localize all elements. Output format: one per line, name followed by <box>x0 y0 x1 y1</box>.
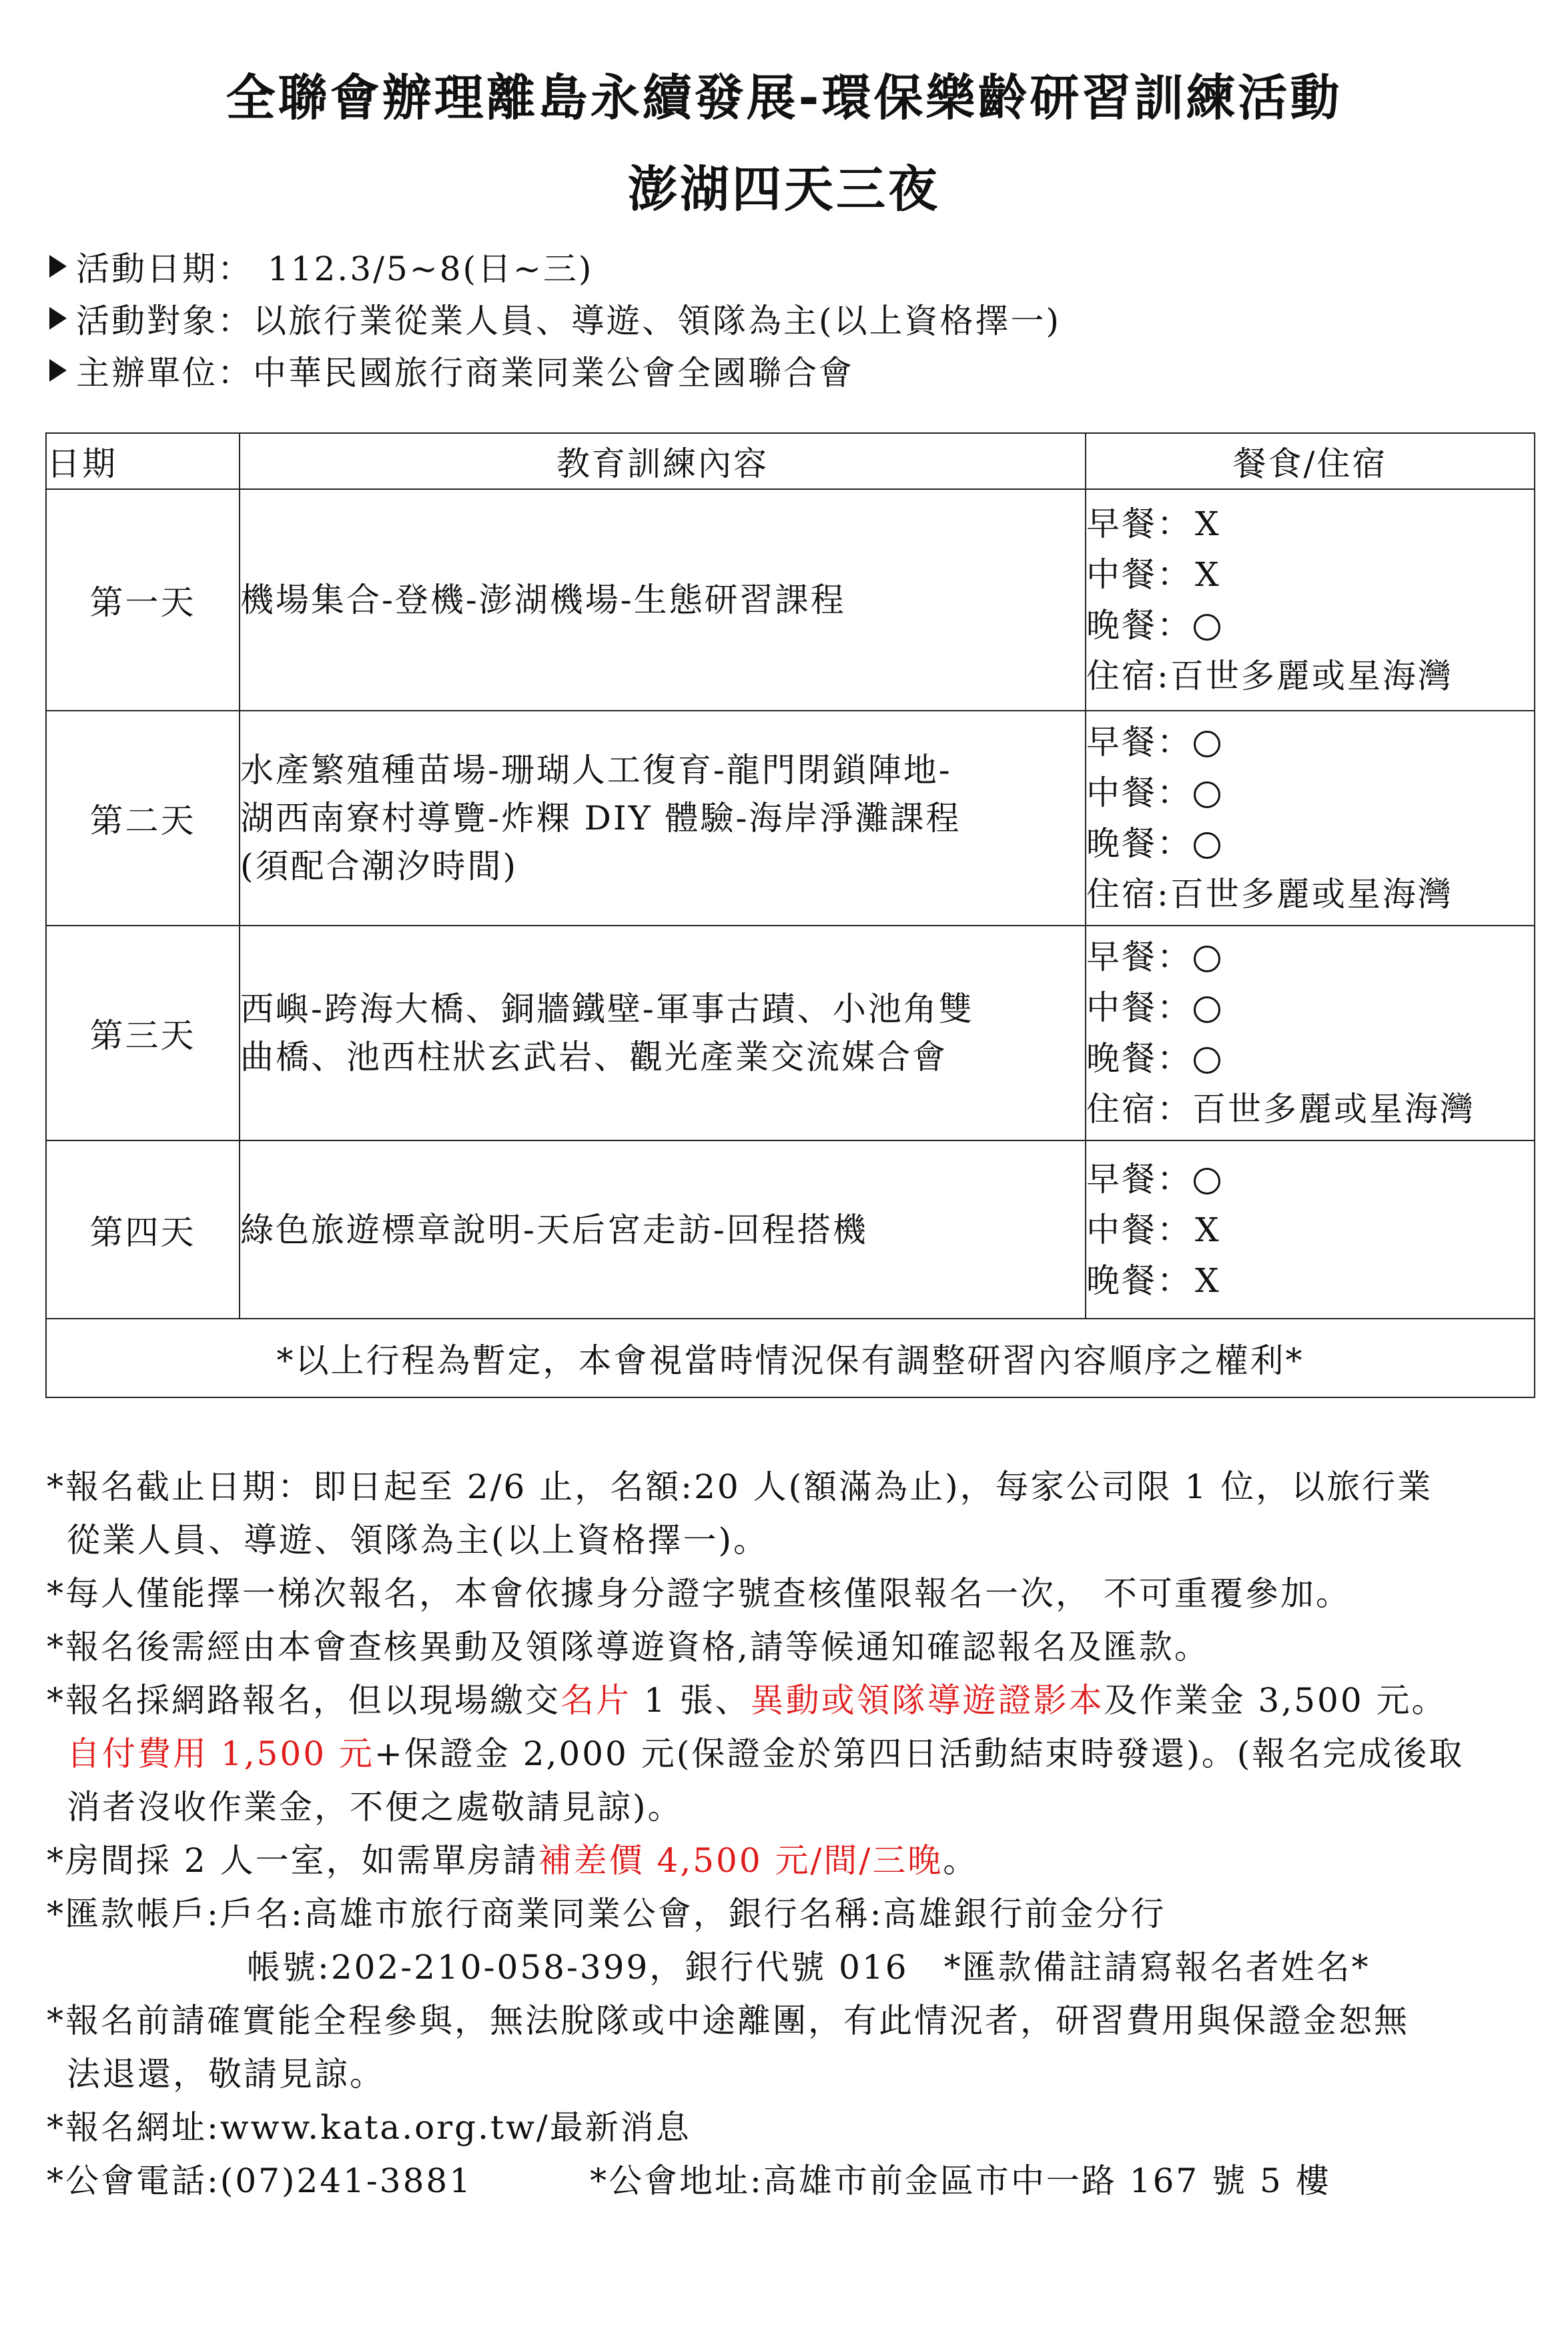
note-one-batch: *每人僅能擇一梯次報名，本會依據身分證字號查核僅限報名一次， 不可重覆參加。 <box>47 1574 1351 1613</box>
dinner-line <box>1086 600 1534 651</box>
content-line: 曲橋、池西柱狀玄武岩、觀光產業交流媒合會 <box>240 1038 947 1076</box>
day-cell: 第四天 <box>46 1140 240 1319</box>
note-highlight: 名片 <box>560 1681 631 1720</box>
meal-mark: X <box>1195 555 1221 594</box>
note-highlight: 補差價 4,500 元/間/三晚 <box>538 1841 943 1880</box>
info-date <box>47 240 1515 292</box>
arrow-bullet-icon <box>49 359 67 382</box>
lodging-line: 住宿：百世多麗或星海灣 <box>1086 1090 1475 1128</box>
table-row <box>46 1140 1535 1319</box>
day-cell: 第三天 <box>46 926 240 1140</box>
table-row <box>46 489 1535 711</box>
note-text: +保證金 2,000 元(保證金於第四日活動結束時發還)。(報名完成後取 <box>374 1734 1465 1773</box>
note-contact <box>47 2154 1541 2208</box>
note-full-participation: *報名前請確實能全程參與，無法脫隊或中途離團，有此情況者，研習費用與保證金恕無 <box>47 2001 1409 2040</box>
meal-label: 晚餐： <box>1086 824 1192 863</box>
meal-mark: X <box>1195 505 1221 543</box>
arrow-bullet-icon <box>49 307 67 330</box>
header-date: 日期 <box>46 433 240 489</box>
content-line: 西嶼-跨海大橋、銅牆鐵壁-軍事古蹟、小池角雙 <box>240 990 974 1028</box>
info-label: 活動日期： <box>76 250 253 288</box>
breakfast-line <box>1086 1154 1534 1205</box>
lodging-line: 住宿:百世多麗或星海灣 <box>1086 657 1453 695</box>
meal-label: 中餐： <box>1086 1210 1192 1249</box>
note-highlight: 異動或領隊導遊證影本 <box>750 1681 1104 1720</box>
note-text: 1 張、 <box>631 1681 751 1720</box>
circle-mark-icon <box>1194 731 1220 757</box>
dinner-line <box>1086 818 1534 869</box>
note-bank-account: *匯款帳戶:戶名:高雄市旅行商業同業公會，銀行名稱:高雄銀行前金分行 <box>47 1895 1166 1933</box>
lunch-line <box>1086 767 1534 818</box>
registration-notes <box>47 1460 1541 2208</box>
circle-mark-icon <box>1194 781 1220 808</box>
meal-label: 中餐： <box>1086 555 1192 594</box>
info-value: 中華民國旅行商業同業公會全國聯合會 <box>253 354 854 392</box>
circle-mark-icon <box>1194 614 1220 641</box>
note-highlight: 自付費用 1,500 元 <box>67 1734 374 1773</box>
note-phone: *公會電話:(07)241-3881 <box>47 2161 473 2200</box>
note-account-number: 帳號:202-210-058-399，銀行代號 016 *匯款備註請寫報名者姓名* <box>247 1948 1370 1987</box>
content-cell <box>240 1140 1086 1319</box>
content-line: 綠色旅遊標章說明-天后宮走訪-回程搭機 <box>240 1210 868 1249</box>
meal-cell <box>1086 711 1535 926</box>
table-footnote-row <box>46 1319 1535 1397</box>
note-text: *報名採網路報名，但以現場繳交 <box>47 1681 560 1720</box>
note-website: *報名網址:www.kata.org.tw/最新消息 <box>47 2108 691 2147</box>
lunch-line <box>1086 1205 1534 1255</box>
circle-mark-icon <box>1194 946 1220 972</box>
event-info <box>47 240 1515 396</box>
note-text: *房間採 2 人一室，如需單房請 <box>47 1841 538 1880</box>
document-title: 全聯會辦理離島永續發展-環保樂齡研習訓練活動 <box>226 69 1342 127</box>
day-cell: 第一天 <box>46 489 240 711</box>
lunch-line <box>1086 549 1534 600</box>
info-value: 112.3/5~8(日~三) <box>268 250 594 288</box>
meal-label: 早餐： <box>1086 1159 1192 1199</box>
note-online-registration <box>47 1674 1541 1727</box>
note-text: 。 <box>943 1841 979 1880</box>
table-row <box>46 926 1535 1140</box>
breakfast-line <box>1086 717 1534 767</box>
note-address: *公會地址:高雄市前金區市中一路 167 號 5 樓 <box>590 2161 1331 2200</box>
note-review: *報名後需經由本會查核異動及領隊導遊資格,請等候通知確認報名及匯款。 <box>47 1628 1210 1666</box>
content-cell <box>240 711 1086 926</box>
info-audience <box>47 292 1515 344</box>
info-value: 以旅行業從業人員、導遊、領隊為主(以上資格擇一) <box>253 302 1062 340</box>
breakfast-line <box>1086 498 1534 549</box>
circle-mark-icon <box>1194 996 1220 1023</box>
content-cell <box>240 926 1086 1140</box>
content-line: 水產繁殖種苗場-珊瑚人工復育-龍門閉鎖陣地- <box>240 751 952 789</box>
circle-mark-icon <box>1194 1047 1220 1074</box>
meal-label: 中餐： <box>1086 773 1192 812</box>
meal-label: 晚餐： <box>1086 606 1192 645</box>
meal-mark: X <box>1195 1261 1221 1300</box>
info-label: 主辦單位： <box>76 354 253 392</box>
content-line: 湖西南寮村導覽-炸粿 DIY 體驗-海岸淨灘課程 <box>240 799 961 838</box>
meal-label: 中餐： <box>1086 988 1192 1027</box>
day-cell: 第二天 <box>46 711 240 926</box>
meal-label: 晚餐： <box>1086 1261 1192 1300</box>
schedule-table <box>45 432 1535 1398</box>
meal-label: 早餐： <box>1086 723 1192 761</box>
content-line: (須配合潮汐時間) <box>240 847 518 886</box>
schedule-footnote: *以上行程為暫定，本會視當時情況保有調整研習內容順序之權利* <box>46 1319 1535 1397</box>
breakfast-line <box>1086 932 1534 982</box>
header-content: 教育訓練內容 <box>240 433 1086 489</box>
circle-mark-icon <box>1194 1168 1220 1195</box>
meal-cell <box>1086 926 1535 1140</box>
header-meals: 餐食/住宿 <box>1086 433 1535 489</box>
meal-cell <box>1086 1140 1535 1319</box>
meal-cell <box>1086 489 1535 711</box>
table-header-row <box>46 433 1535 489</box>
info-label: 活動對象： <box>76 302 253 340</box>
info-organizer <box>47 344 1515 396</box>
lunch-line <box>1086 982 1534 1033</box>
table-row <box>46 711 1535 926</box>
note-deadline: *報名截止日期：即日起至 2/6 止，名額:20 人(額滿為止)，每家公司限 1 位，以旅行業 <box>47 1467 1433 1506</box>
note-deadline-cont: 從業人員、導遊、領隊為主(以上資格擇一)。 <box>67 1521 769 1560</box>
meal-label: 晚餐： <box>1086 1039 1192 1078</box>
content-line: 機場集合-登機-澎湖機場-生態研習課程 <box>240 581 846 619</box>
content-cell <box>240 489 1086 711</box>
document-subtitle: 澎湖四天三夜 <box>628 161 940 218</box>
meal-label: 早餐： <box>1086 938 1192 976</box>
meal-label: 早餐： <box>1086 505 1192 543</box>
note-full-participation-cont: 法退還，敬請見諒。 <box>67 2055 385 2093</box>
dinner-line <box>1086 1033 1534 1084</box>
dinner-line <box>1086 1255 1534 1306</box>
lodging-line: 住宿:百世多麗或星海灣 <box>1086 875 1453 914</box>
note-text: 及作業金 3,500 元。 <box>1104 1681 1447 1720</box>
note-fee-cont: 消者沒收作業金，不便之處敬請見諒)。 <box>67 1788 683 1826</box>
meal-mark: X <box>1195 1210 1221 1249</box>
circle-mark-icon <box>1194 832 1220 859</box>
note-fee <box>47 1727 1541 1780</box>
note-room <box>47 1834 1541 1887</box>
arrow-bullet-icon <box>49 255 67 278</box>
